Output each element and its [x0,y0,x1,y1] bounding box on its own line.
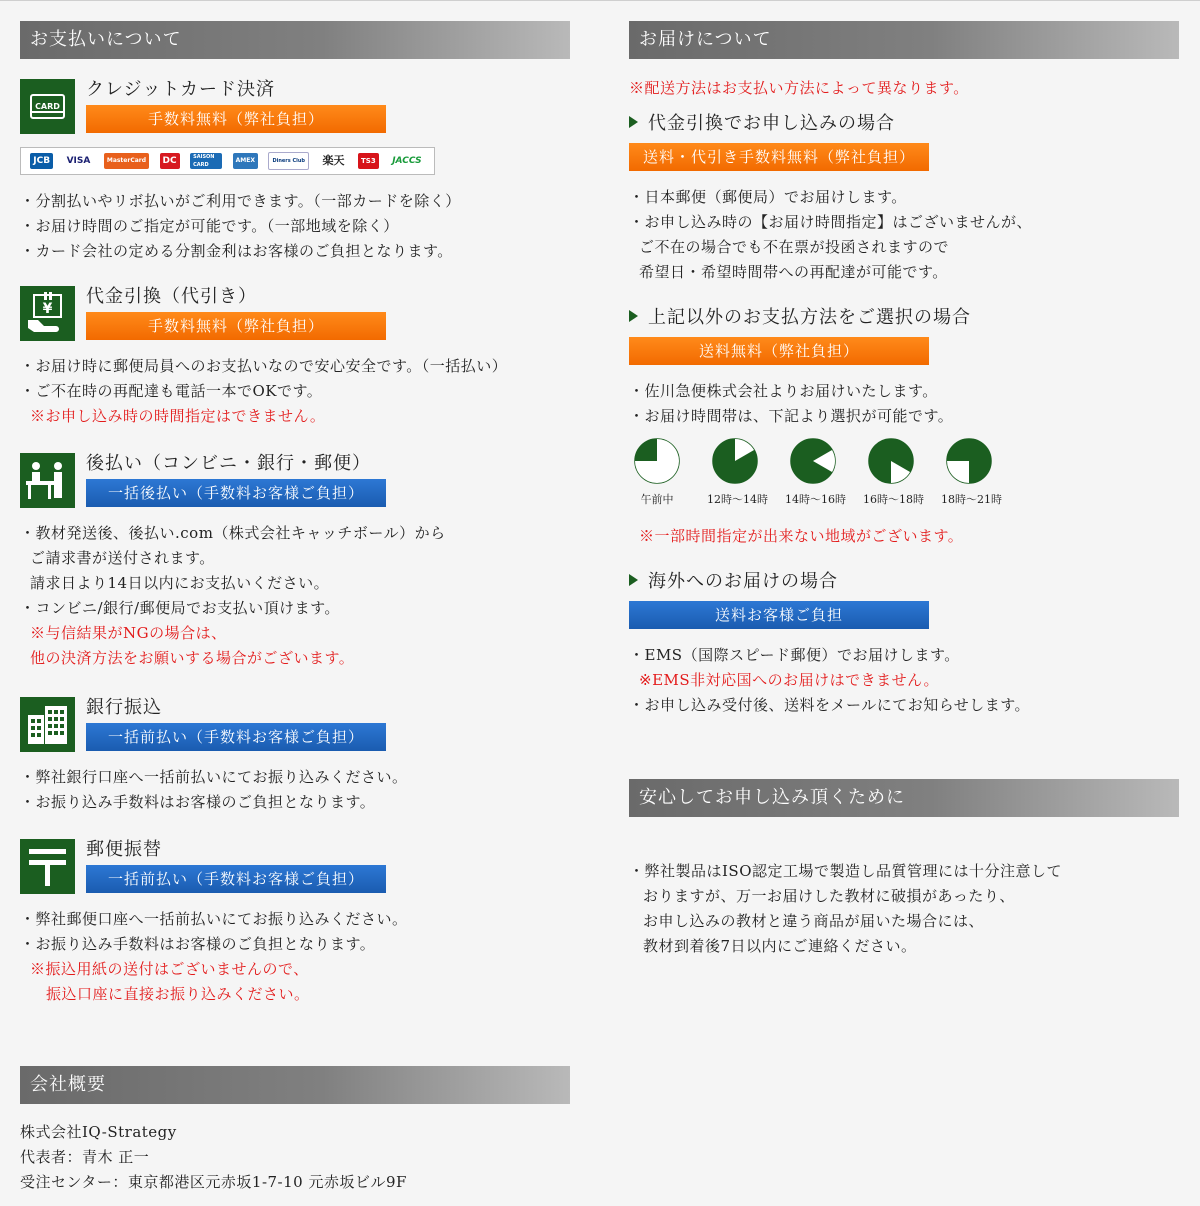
company-name: 株式会社IQ-Strategy [20,1123,177,1141]
time-slot [785,437,846,507]
delivery-overseas-title: 海外へのお届けの場合 [629,571,1179,593]
diners-logo: Diners Club [268,152,309,170]
list-item: ・お届け時間のご指定が可能です。（一部地域を除く） [20,217,399,235]
triangle-bullet-icon [629,116,638,128]
time-slot [863,437,924,507]
safety-section [629,779,1179,959]
list-item: ご不在の場合でも不在票が投函されますので [639,238,950,256]
list-item: ・ご不在時の再配達も電話一本でOKです。 [20,382,323,400]
list-item: ・佐川急便株式会社よりお届けいたします。 [629,382,938,400]
cod-notes [20,354,570,429]
clock-pie-icon [945,437,993,485]
credit-card-notes [20,189,570,264]
time-slot-label: 午前中 [640,493,674,506]
delivery-time-slots [629,437,1179,507]
card-icon-text: CARD [35,102,60,111]
payment-column [20,21,570,1007]
postal-warning: ※振込用紙の送付はございませんので、 [30,960,309,978]
postal-transfer-fee-badge: 一括前払い（手数料お客様ご負担） [86,865,386,893]
company-section-header: 会社概要 [20,1066,570,1104]
amex-logo: AMEX [233,153,258,169]
delivery-section-header: お届けについて [629,21,1179,59]
list-item: ・分割払いやリボ払いがご利用できます。（一部カードを除く） [20,192,461,210]
bank-transfer-method [20,697,570,753]
credit-card-icon [20,79,75,134]
delivery-overseas-badge: 送料お客様ご負担 [629,601,929,629]
list-item: ・お申し込み時の【お届け時間指定】はございませんが、 [629,213,1033,231]
bank-building-icon [20,697,75,752]
safety-notes [629,859,1179,959]
clock-pie-icon [867,437,915,485]
list-item: ・弊社銀行口座へ一括前払いにてお振り込みください。 [20,768,408,786]
jaccs-logo: JACCS [392,156,422,166]
deferred-title: 後払い（コンビニ・銀行・郵便） [86,453,371,474]
clock-pie-icon [789,437,837,485]
postal-mark-icon [20,839,75,894]
list-item: ・教材発送後、後払い.com（株式会社キャッチボール）から [20,524,446,542]
delivery-other-badge: 送料無料（弊社負担） [629,337,929,365]
list-item: ・弊社製品はISO認定工場で製造し品質管理には十分注意して [629,862,1063,880]
shop-counter-icon [20,453,75,508]
triangle-bullet-icon [629,310,638,322]
delivery-cod-title: 代金引換でお申し込みの場合 [629,113,1179,135]
time-slot-label: 16時〜18時 [863,493,924,506]
saison-logo: SAISON CARD [190,153,222,169]
dc-logo: DC [160,153,180,169]
list-item: 教材到着後7日以内にご連絡ください。 [643,937,917,955]
bank-transfer-notes [20,765,570,815]
clock-slot-wedge [947,461,969,483]
list-item: 希望日・希望時間帯への再配達が可能です。 [639,263,948,281]
cod-title: 代金引換（代引き） [86,286,257,307]
triangle-bullet-icon [629,574,638,586]
overseas-warning: ※EMS非対応国へのお届けはできません。 [639,671,940,689]
delivery-intro-note: ※配送方法はお支払い方法によって異なります。 [629,79,969,97]
time-slot-label: 18時〜21時 [941,493,1002,506]
jcb-logo: JCB [30,153,53,169]
list-item: ・お届け時に郵便局員へのお支払いなので安心安全です。（一括払い） [20,357,508,375]
time-slot [629,437,685,507]
postal-transfer-title: 郵便振替 [86,839,162,860]
list-item: 請求日より14日以内にお支払いください。 [30,574,330,592]
list-item: ・お振り込み手数料はお客様のご負担となります。 [20,793,376,811]
cod-warning: ※お申し込み時の時間指定はできません。 [30,407,326,425]
time-slot [941,437,1002,507]
time-slot-warning: ※一部時間指定が出来ない地域がございます。 [639,527,964,545]
list-item: ・お申し込み受付後、送料をメールにてお知らせします。 [629,696,1031,714]
deferred-method [20,453,570,509]
company-address: 受注センター：東京都港区元赤坂1-7-10 元赤坂ビル9F [20,1173,407,1191]
credit-card-method [20,79,570,135]
deferred-notes [20,521,570,671]
time-slot [707,437,768,507]
safety-section-header: 安心してお申し込み頂くために [629,779,1179,817]
company-section [20,1066,570,1195]
cash-hand-icon [20,286,75,341]
cod-fee-badge: 手数料無料（弊社負担） [86,312,386,340]
list-item: ・EMS（国際スピード郵便）でお届けします。 [629,646,960,664]
postal-transfer-notes [20,907,570,1007]
mastercard-logo: MasterCard [104,153,149,169]
time-slot-label: 12時〜14時 [707,493,768,506]
list-item: ・弊社郵便口座へ一括前払いにてお振り込みください。 [20,910,408,928]
card-brand-logos [20,147,435,175]
list-item: ・カード会社の定める分割金利はお客様のご負担となります。 [20,242,453,260]
ts3-logo: TS3 [358,153,379,169]
visa-logo: VISA [66,156,91,166]
list-item: ご請求書が送付されます。 [30,549,215,567]
delivery-column [629,21,1179,718]
delivery-overseas-notes [629,643,1179,718]
cod-method [20,286,570,342]
payment-section-header: お支払いについて [20,21,570,59]
clock-pie-icon [711,437,759,485]
bank-transfer-fee-badge: 一括前払い（手数料お客様ご負担） [86,723,386,751]
delivery-other-title: 上記以外のお支払方法をご選択の場合 [629,307,1179,329]
list-item: ・お届け時間帯は、下記より選択が可能です。 [629,407,954,425]
company-representative: 代表者：青木 正一 [20,1148,150,1166]
postal-transfer-method [20,839,570,895]
deferred-warning: ※与信結果がNGの場合は、 [30,624,227,642]
deferred-fee-badge: 一括後払い（手数料お客様ご負担） [86,479,386,507]
credit-card-fee-badge: 手数料無料（弊社負担） [86,105,386,133]
list-item: ・お振り込み手数料はお客様のご負担となります。 [20,935,376,953]
time-slot-label: 14時〜16時 [785,493,846,506]
list-item: おりますが、万一お届けした教材に破損があったり、 [643,887,1015,905]
list-item: ・コンビニ/銀行/郵便局でお支払い頂けます。 [20,599,340,617]
company-info [20,1120,570,1195]
credit-card-title: クレジットカード決済 [86,79,276,100]
delivery-cod-badge: 送料・代引き手数料無料（弊社負担） [629,143,929,171]
list-item: お申し込みの教材と違う商品が届いた場合には、 [643,912,985,930]
deferred-warning: 他の決済方法をお願いする場合がございます。 [30,649,355,667]
bank-transfer-title: 銀行振込 [86,697,162,718]
rakuten-logo: 楽天 [322,154,345,167]
clock-pie-icon [633,437,681,485]
list-item: ・日本郵便（郵便局）でお届けします。 [629,188,907,206]
svg-text:¥: ¥ [42,301,53,317]
postal-warning: 振込口座に直接お振り込みください。 [46,985,310,1003]
delivery-cod-notes [629,185,1179,285]
delivery-other-notes [629,379,1179,429]
